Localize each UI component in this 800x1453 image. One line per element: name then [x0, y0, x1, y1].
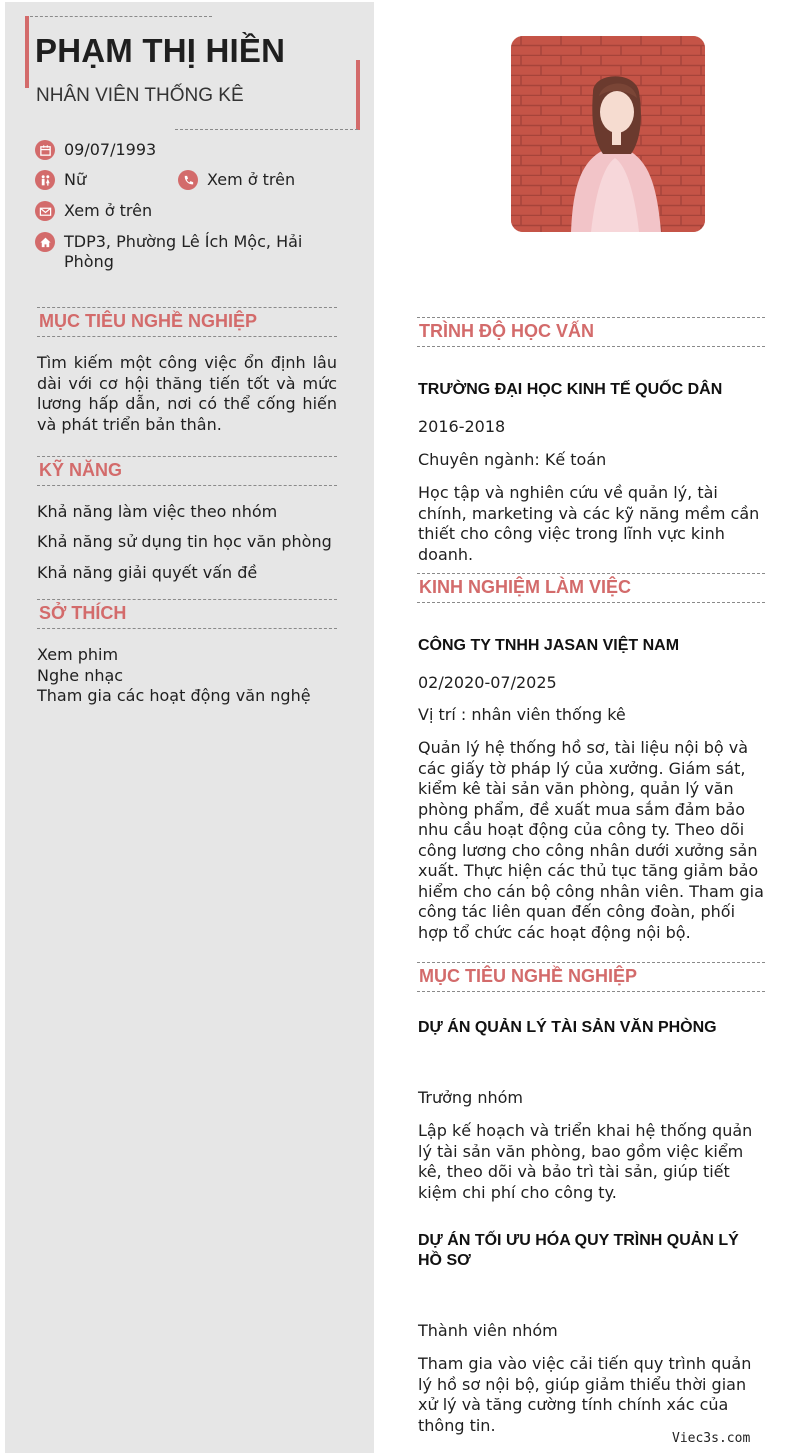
education-major: Chuyên ngành: Kế toán	[418, 450, 607, 469]
education-period: 2016-2018	[418, 417, 506, 436]
hobby-item: Tham gia các hoạt động văn nghệ	[37, 686, 311, 705]
watermark-footer: Viec3s.com	[672, 1431, 751, 1446]
projects-section-header	[417, 962, 765, 992]
project-title: DỰ ÁN QUẢN LÝ TÀI SẢN VĂN PHÒNG	[418, 1019, 717, 1036]
address-value: TDP3, Phường Lê Ích Mộc, Hải Phòng	[64, 232, 303, 271]
envelope-icon	[35, 201, 55, 221]
education-section-header	[417, 317, 765, 347]
address-row	[35, 232, 325, 272]
hobby-item: Nghe nhạc	[37, 666, 124, 685]
skill-item: Khả năng sử dụng tin học văn phòng	[37, 532, 332, 551]
calendar-icon	[35, 140, 55, 160]
skill-item: Khả năng giải quyết vấn đề	[37, 563, 258, 582]
school-name: TRƯỜNG ĐẠI HỌC KINH TẾ QUỐC DÂN	[418, 381, 723, 398]
candidate-name: PHẠM THỊ HIỀN	[35, 32, 286, 69]
phone-icon	[178, 170, 198, 190]
skill-item: Khả năng làm việc theo nhóm	[37, 502, 278, 521]
gender-icon	[35, 170, 55, 190]
email-value[interactable]: Xem ở trên	[64, 201, 153, 220]
company-name: CÔNG TY TNHH JASAN VIỆT NAM	[418, 637, 680, 654]
profile-photo	[511, 36, 705, 232]
experience-description: Quản lý hệ thống hồ sơ, tài liệu nội bộ và các giấy tờ pháp lý của xưởng. Giám sát, kiểm kê tài sản văn phòng, quản lý văn phòng phẩm, đề xuất mua sắm đảm bảo nhu cầu hoạt động của công ty. Theo dõi công lương cho công nhân dưới xưởng sản xuất. Thực hiện các thủ tục tăng giảm bảo hiểm cho cán bộ công nhân viên. Tham gia công tác liên quan đến công đoàn, phối hợp tổ chức các hoạt động nội bộ.	[418, 738, 764, 942]
hobbies-section-header	[37, 599, 337, 629]
gender-value: Nữ	[64, 170, 87, 189]
experience-period: 02/2020-07/2025	[418, 673, 557, 692]
hobby-item: Xem phim	[37, 645, 119, 664]
hobbies-heading: SỞ THÍCH	[39, 603, 127, 623]
project-role: Trưởng nhóm	[418, 1088, 523, 1107]
experience-position: Vị trí : nhân viên thống kê	[418, 705, 626, 724]
name-accent-bar-right	[356, 60, 360, 130]
email-row	[35, 201, 152, 221]
experience-heading: KINH NGHIỆM LÀM VIỆC	[419, 577, 632, 597]
objective-text: Tìm kiếm một công việc ổn định lâu dài với cơ hội thăng tiến tốt và mức lương hấp dẫn, nơi có thể cống hiến và phát triển bản thân.	[37, 353, 337, 434]
birthday-row	[35, 140, 156, 160]
job-title: NHÂN VIÊN THỐNG KÊ	[36, 85, 244, 106]
name-bottom-divider	[175, 129, 358, 130]
name-top-divider	[25, 16, 212, 17]
project-title: DỰ ÁN TỐI ƯU HÓA QUY TRÌNH QUẢN LÝ HỒ SƠ	[418, 1232, 739, 1269]
project-description: Lập kế hoạch và triển khai hệ thống quản lý tài sản văn phòng, bao gồm việc kiểm kê, theo dõi và bảo trì tài sản, giúp tiết kiệm chi phí cho công ty.	[418, 1121, 753, 1202]
birthday-value: 09/07/1993	[64, 140, 157, 159]
education-description: Học tập và nghiên cứu về quản lý, tài chính, marketing và các kỹ năng mềm cần thiết cho công việc trong lĩnh vực kinh doanh.	[418, 483, 760, 564]
phone-row	[178, 170, 295, 190]
project-description: Tham gia vào việc cải tiến quy trình quản lý hồ sơ nội bộ, giúp giảm thiểu thời gian xử lý và tăng cường tính chính xác của thông tin.	[418, 1354, 752, 1435]
skills-heading: KỸ NĂNG	[39, 460, 123, 480]
skills-section-header	[37, 456, 337, 486]
home-icon	[35, 232, 55, 252]
education-heading: TRÌNH ĐỘ HỌC VẤN	[419, 321, 594, 341]
gender-row	[35, 170, 86, 190]
project-role: Thành viên nhóm	[418, 1321, 558, 1340]
objective-heading: MỤC TIÊU NGHỀ NGHIỆP	[39, 311, 258, 331]
name-accent-bar-left	[25, 16, 29, 88]
experience-section-header	[417, 573, 765, 603]
projects-heading: MỤC TIÊU NGHỀ NGHIỆP	[419, 966, 638, 986]
phone-value[interactable]: Xem ở trên	[207, 170, 296, 189]
objective-section-header	[37, 307, 337, 337]
